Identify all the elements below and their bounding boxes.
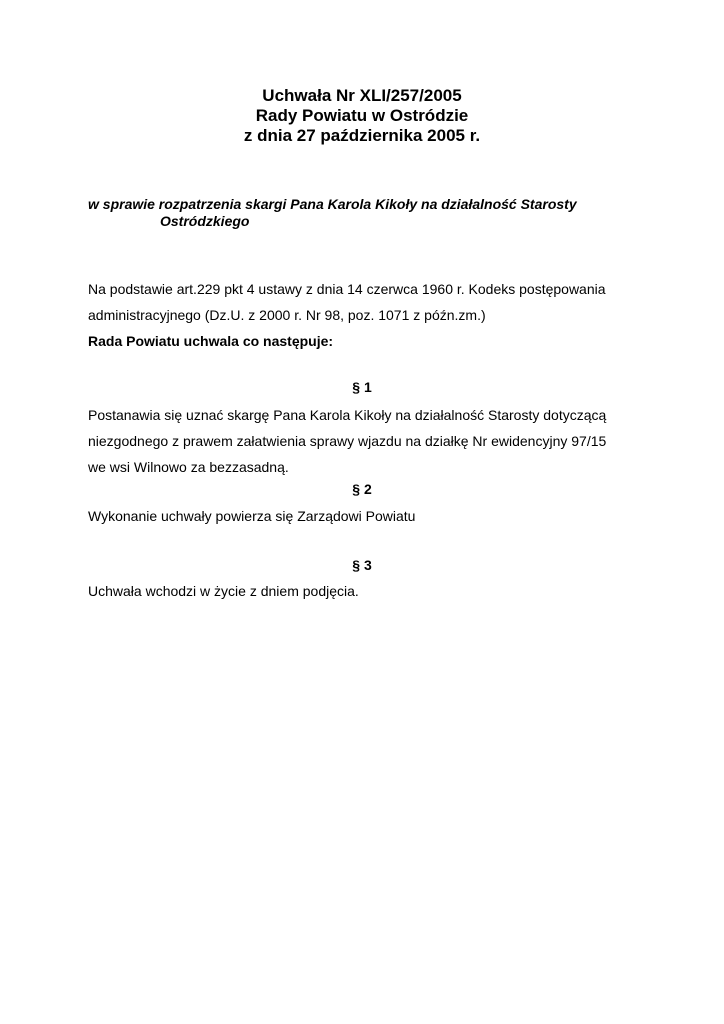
section-3-text	[88, 578, 648, 604]
section-3-heading: § 3	[352, 557, 372, 573]
section-1-heading: § 1	[352, 379, 372, 395]
section-2-line: Wykonanie uchwały powierza się Zarządowi Powiatu	[88, 508, 416, 524]
title-line-1: Uchwała Nr XLI/257/2005	[262, 86, 462, 105]
section-1-text	[88, 402, 648, 480]
section-1-line-2: niezgodnego z prawem załatwienia sprawy wjazdu na działkę Nr ewidencyjny 97/15	[88, 433, 607, 449]
resolution-statement: Rada Powiatu uchwala co następuje:	[88, 333, 334, 349]
section-2-text	[88, 503, 648, 529]
legal-basis	[88, 276, 648, 354]
basis-line-1: Na podstawie art.229 pkt 4 ustawy z dnia 14 czerwca 1960 r. Kodeks postępowania	[88, 281, 606, 297]
subject-line-1: w sprawie rozpatrzenia skargi Pana Karola Kikoły na działalność Starosty	[88, 196, 577, 212]
section-2-heading: § 2	[352, 481, 372, 497]
document-title	[0, 86, 724, 146]
document-subject	[88, 196, 648, 230]
title-line-3: z dnia 27 października 2005 r.	[243, 126, 481, 145]
section-1-line-1: Postanawia się uznać skargę Pana Karola Kikoły na działalność Starosty dotyczącą	[88, 407, 607, 423]
subject-line-2: Ostródzkiego	[160, 213, 250, 229]
title-line-2: Rady Powiatu w Ostródzie	[255, 106, 469, 125]
section-3-line: Uchwała wchodzi w życie z dniem podjęcia.	[88, 583, 359, 599]
section-1-line-3: we wsi Wilnowo za bezzasadną.	[88, 459, 289, 475]
basis-line-2: administracyjnego (Dz.U. z 2000 r. Nr 98, poz. 1071 z późn.zm.)	[88, 307, 486, 323]
